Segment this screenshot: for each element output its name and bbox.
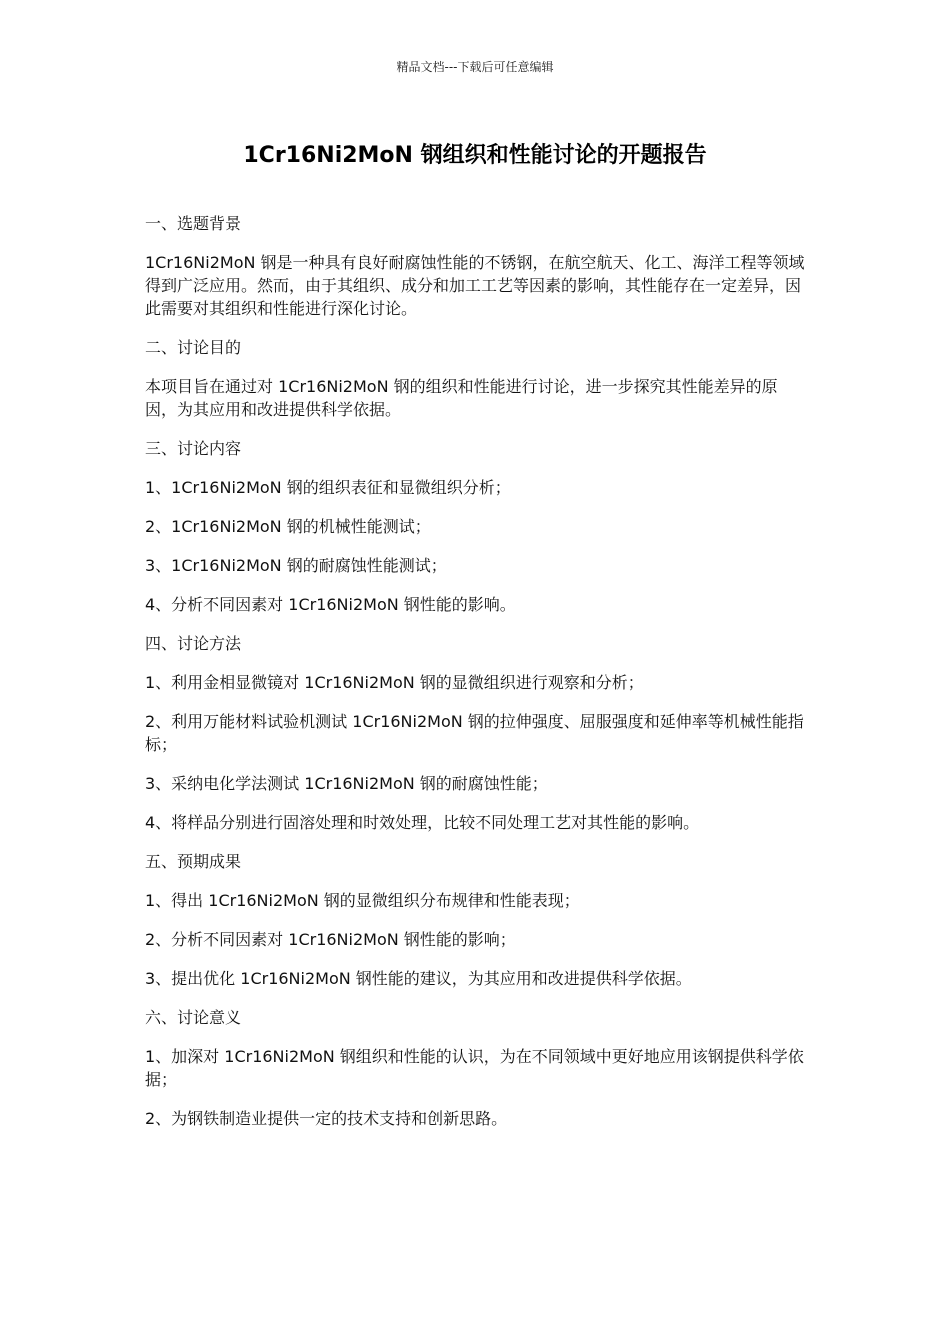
page-header: 精品文档---下载后可任意编辑 [396, 60, 554, 74]
section-heading: 三、讨论内容 [145, 439, 242, 458]
list-item: 1、1Cr16Ni2MoN 钢的组织表征和显微组织分析； [145, 478, 511, 497]
section-significance [145, 1006, 805, 1130]
document-title: 1Cr16Ni2MoN 钢组织和性能讨论的开题报告 [243, 143, 707, 168]
list-item: 2、利用万能材料试验机测试 1Cr16Ni2MoN 钢的拉伸强度、屈服强度和延伸率等机械性能指标； [145, 712, 804, 754]
section-heading: 一、选题背景 [145, 214, 242, 233]
list-item: 3、采纳电化学法测试 1Cr16Ni2MoN 钢的耐腐蚀性能； [145, 774, 548, 793]
list-item: 2、分析不同因素对 1Cr16Ni2MoN 钢性能的影响； [145, 930, 516, 949]
list-item: 1、利用金相显微镜对 1Cr16Ni2MoN 钢的显微组织进行观察和分析； [145, 673, 644, 692]
section-expected-results [145, 850, 805, 990]
section-heading: 四、讨论方法 [145, 634, 242, 653]
section-heading: 六、讨论意义 [145, 1008, 242, 1027]
section-method [145, 632, 805, 834]
list-item: 4、将样品分别进行固溶处理和时效处理，比较不同处理工艺对其性能的影响。 [145, 813, 700, 832]
document-body [145, 212, 805, 1146]
paragraph: 本项目旨在通过对 1Cr16Ni2MoN 钢的组织和性能进行讨论，进一步探究其性能差异的原因，为其应用和改进提供科学依据。 [145, 377, 778, 419]
list-item: 4、分析不同因素对 1Cr16Ni2MoN 钢性能的影响。 [145, 595, 516, 614]
list-item: 1、加深对 1Cr16Ni2MoN 钢组织和性能的认识，为在不同领域中更好地应用该钢提供科学依据； [145, 1047, 804, 1089]
list-item: 3、1Cr16Ni2MoN 钢的耐腐蚀性能测试； [145, 556, 447, 575]
list-item: 2、为钢铁制造业提供一定的技术支持和创新思路。 [145, 1109, 508, 1128]
paragraph: 1Cr16Ni2MoN 钢是一种具有良好耐腐蚀性能的不锈钢，在航空航天、化工、海洋工程等领域得到广泛应用。然而，由于其组织、成分和加工工艺等因素的影响，其性能存在一定差异，因此需要对其组织和性能进行深化讨论。 [145, 253, 805, 318]
section-heading: 五、预期成果 [145, 852, 242, 871]
section-content [145, 437, 805, 616]
section-heading: 二、讨论目的 [145, 338, 242, 357]
list-item: 1、得出 1Cr16Ni2MoN 钢的显微组织分布规律和性能表现； [145, 891, 580, 910]
section-purpose [145, 336, 805, 421]
section-background [145, 212, 805, 320]
list-item: 3、提出优化 1Cr16Ni2MoN 钢性能的建议，为其应用和改进提供科学依据。 [145, 969, 692, 988]
list-item: 2、1Cr16Ni2MoN 钢的机械性能测试； [145, 517, 431, 536]
